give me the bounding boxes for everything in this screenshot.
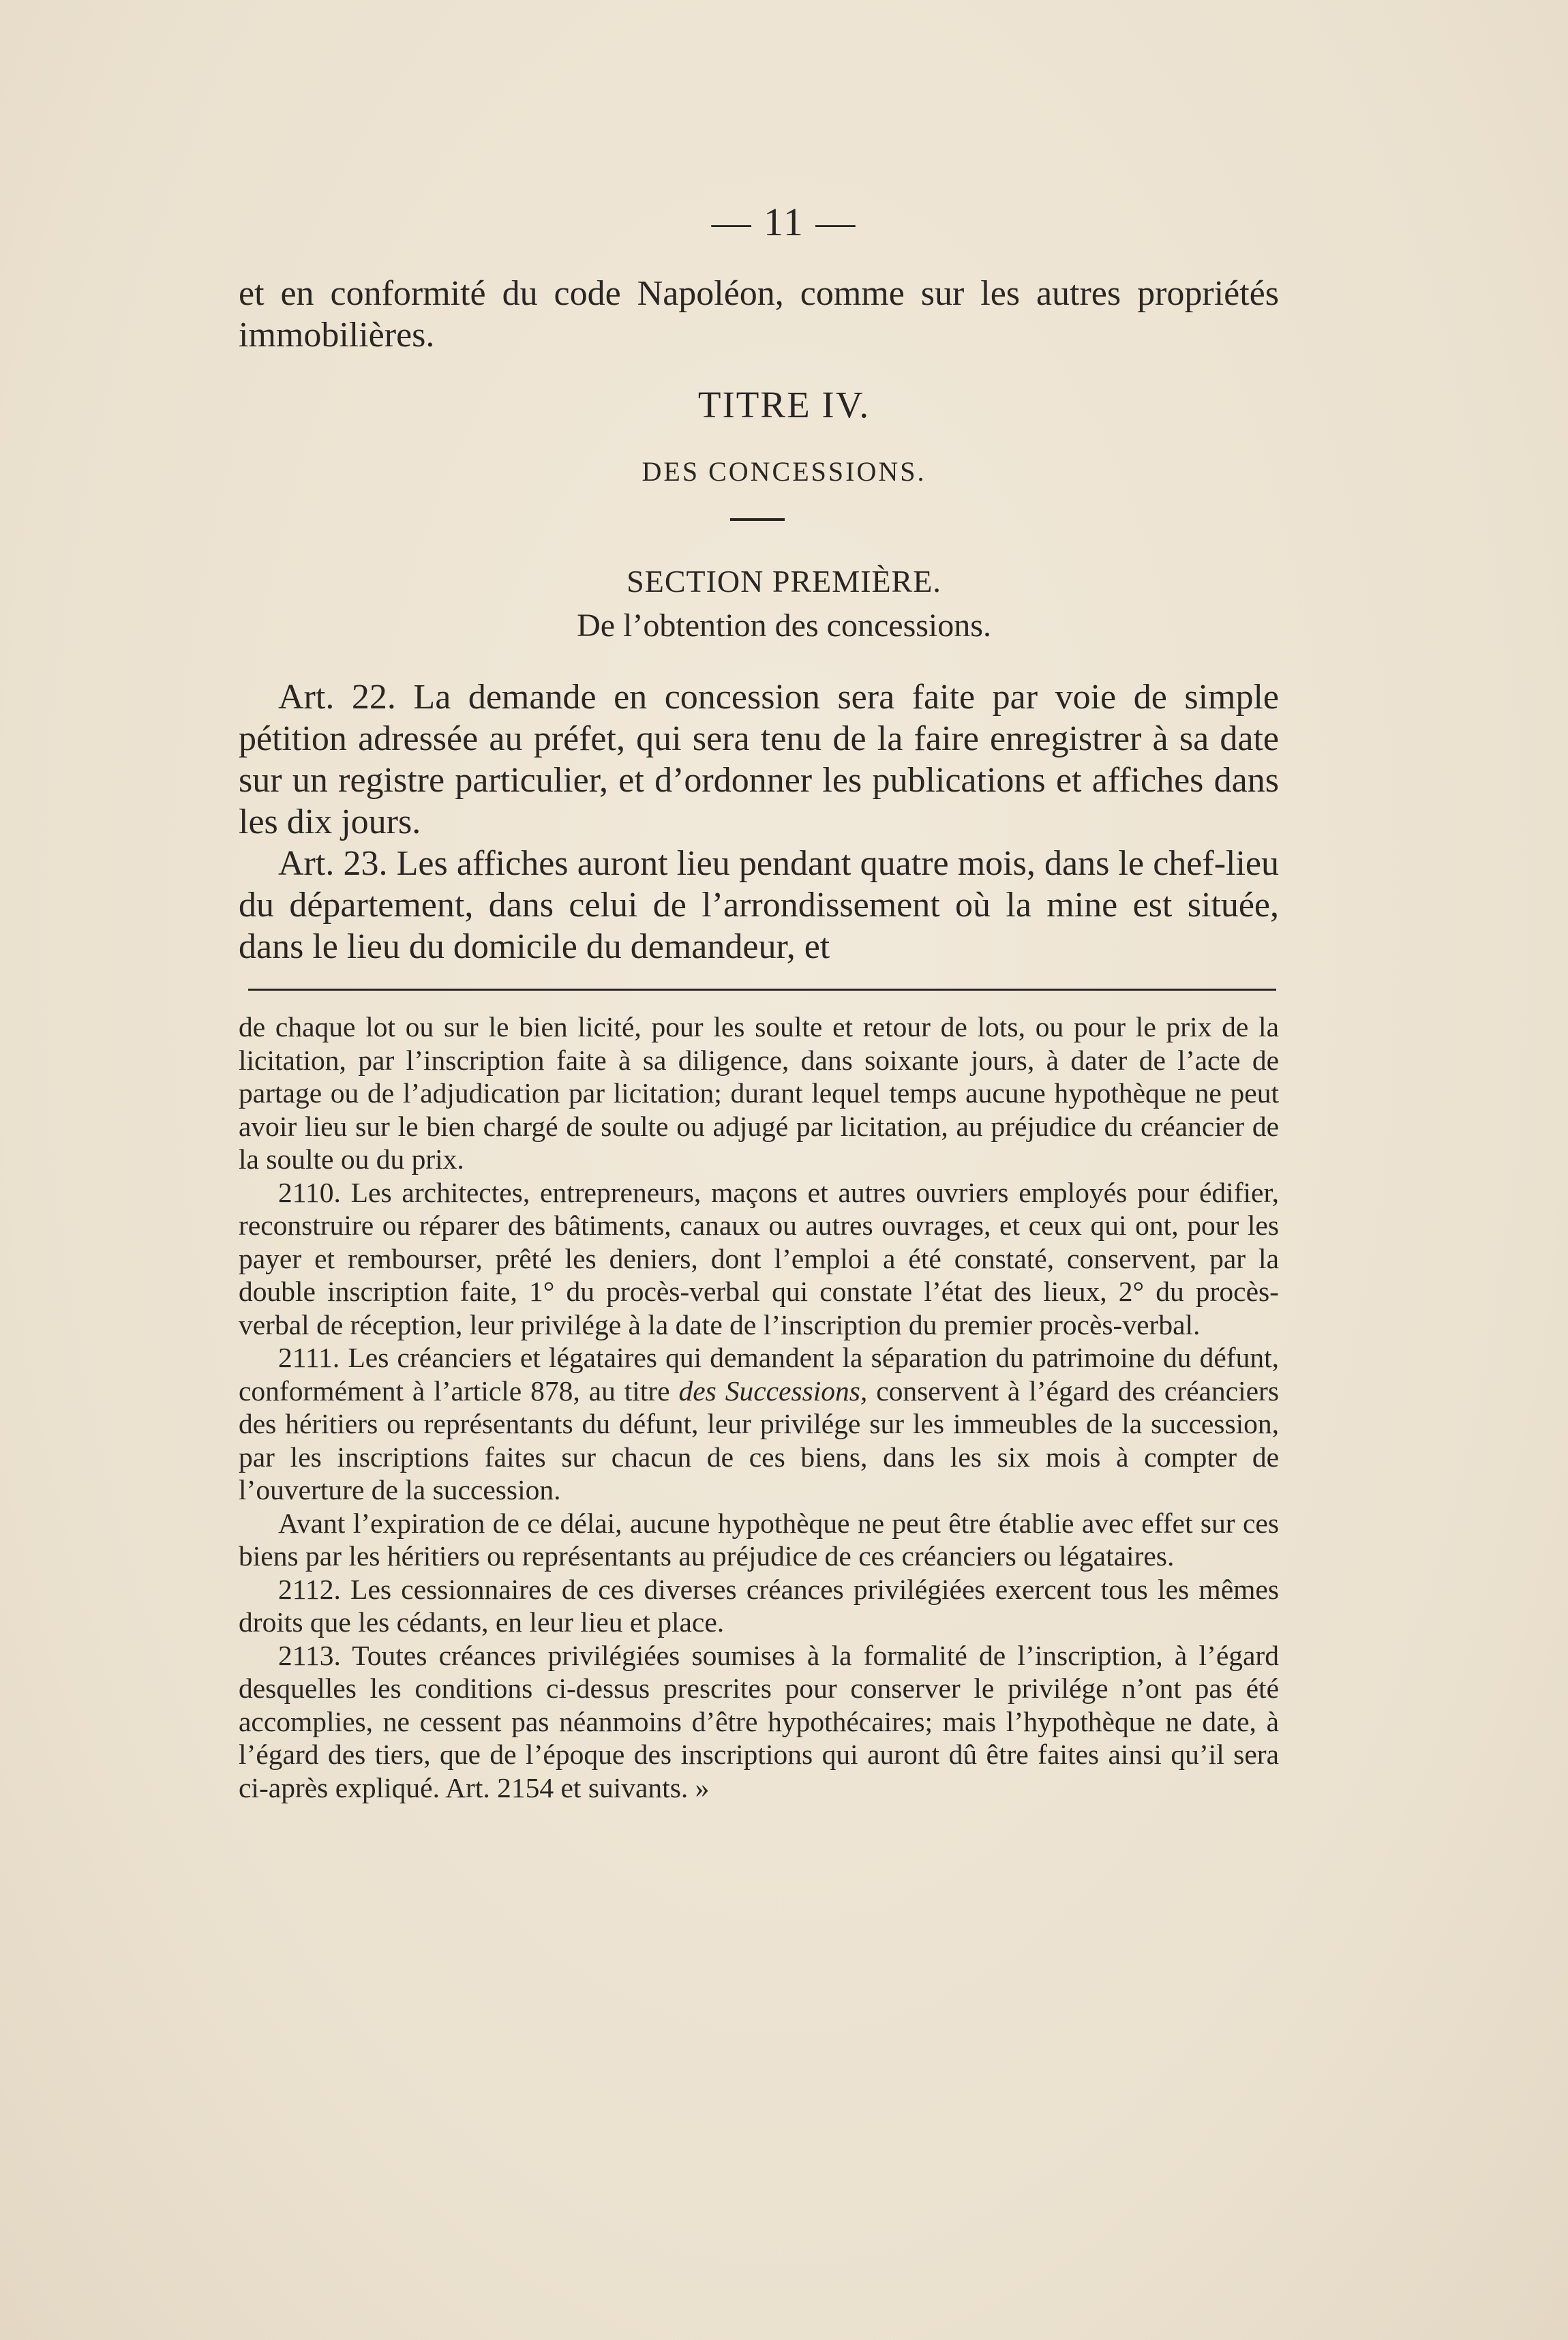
note-2111-italic: des Successions, — [678, 1375, 868, 1407]
footnotes-block — [239, 1010, 1279, 1804]
note-article-2113: 2113. Toutes créances privilégiées soumises à la formalité de l’inscription, à l’égard desquelles les conditions ci-dessus prescrites pour conserver le privilége n’ont pas été accomplies, ne cessent pas néanmoins d’être hypothécaires; mais l’hypothèque ne date, à l’égard des tiers, que de l’époque des inscriptions qui auront dû être faites ainsi qu’il sera ci-après expliqué. Art. 2154 et suivants. » — [239, 1639, 1279, 1803]
page-number: — 11 — — [711, 200, 857, 244]
note-2111-text-a: 2111. Les créanciers et légataires qui demandent la séparation du patrimoine du défunt, conformément à l’article 878, au titre — [239, 1342, 1279, 1407]
footnote-rule — [248, 989, 1276, 991]
title-heading: TITRE IV. — [697, 384, 871, 425]
note-2111-text-b: conservent à l’égard des créanciers des héritiers ou représentants du défunt, leur privilége sur les immeubles de la succession, par les inscriptions faites sur chacun de ces biens, dans les six mois à compter de l’ouverture de la succession. — [239, 1375, 1279, 1505]
title-divider — [730, 518, 785, 521]
subtitle-heading: DES CONCESSIONS. — [642, 456, 926, 487]
note-article-2111 — [239, 1341, 1279, 1507]
note-article-2110: 2110. Les architectes, entrepreneurs, maçons et autres ouvriers employés pour édifier, reconstruire ou réparer des bâtiments, canaux ou autres ouvrages, et ceux qui ont, pour les payer et rembourser, prêté les deniers, dont l’emploi a été constaté, conservent, par la double inscription faite, 1° du procès-verbal qui constate l’état des lieux, 2° du procès-verbal de réception, leur privilége à la date de l’inscription du premier procès-verbal. — [239, 1176, 1279, 1340]
articles-block — [239, 676, 1279, 967]
article-22: Art. 22. La demande en concession sera faite par voie de simple pétition adressée au préfet, qui sera tenu de la faire enregistrer à sa date sur un registre particulier, et d’ordonner les publications et affiches dans les dix jours. — [239, 678, 1279, 841]
section-heading: SECTION PREMIÈRE. — [627, 564, 941, 599]
section-subheading: De l’obtention des concessions. — [577, 608, 991, 644]
intro-paragraph: et en conformité du code Napoléon, comme sur les autres propriétés immobilières. — [239, 274, 1279, 355]
note-article-2112: 2112. Les cessionnaires de ces diverses créances privilégiées exercent tous les mêmes droits que les cédants, en leur lieu et place. — [239, 1573, 1279, 1638]
note-paragraph: de chaque lot ou sur le bien licité, pour les soulte et retour de lots, ou pour le prix de la licitation, par l’inscription faite à sa diligence, dans soixante jours, à dater de l’acte de partage ou de l’adjudication par licitation; durant lequel temps aucune hypothèque ne peut avoir lieu sur le bien chargé de soulte ou adjugé par licitation, au préjudice du créancier de la soulte ou du prix. — [239, 1011, 1279, 1175]
intro-block — [239, 273, 1279, 356]
note-paragraph-expiration: Avant l’expiration de ce délai, aucune hypothèque ne peut être établie avec effet sur ces biens par les héritiers ou représentants au préjudice de ces créanciers ou légataires. — [239, 1507, 1279, 1572]
article-23: Art. 23. Les affiches auront lieu pendant quatre mois, dans le chef-lieu du département, dans celui de l’arrondissement où la mine est située, dans le lieu du domicile du demandeur, et — [239, 844, 1279, 966]
